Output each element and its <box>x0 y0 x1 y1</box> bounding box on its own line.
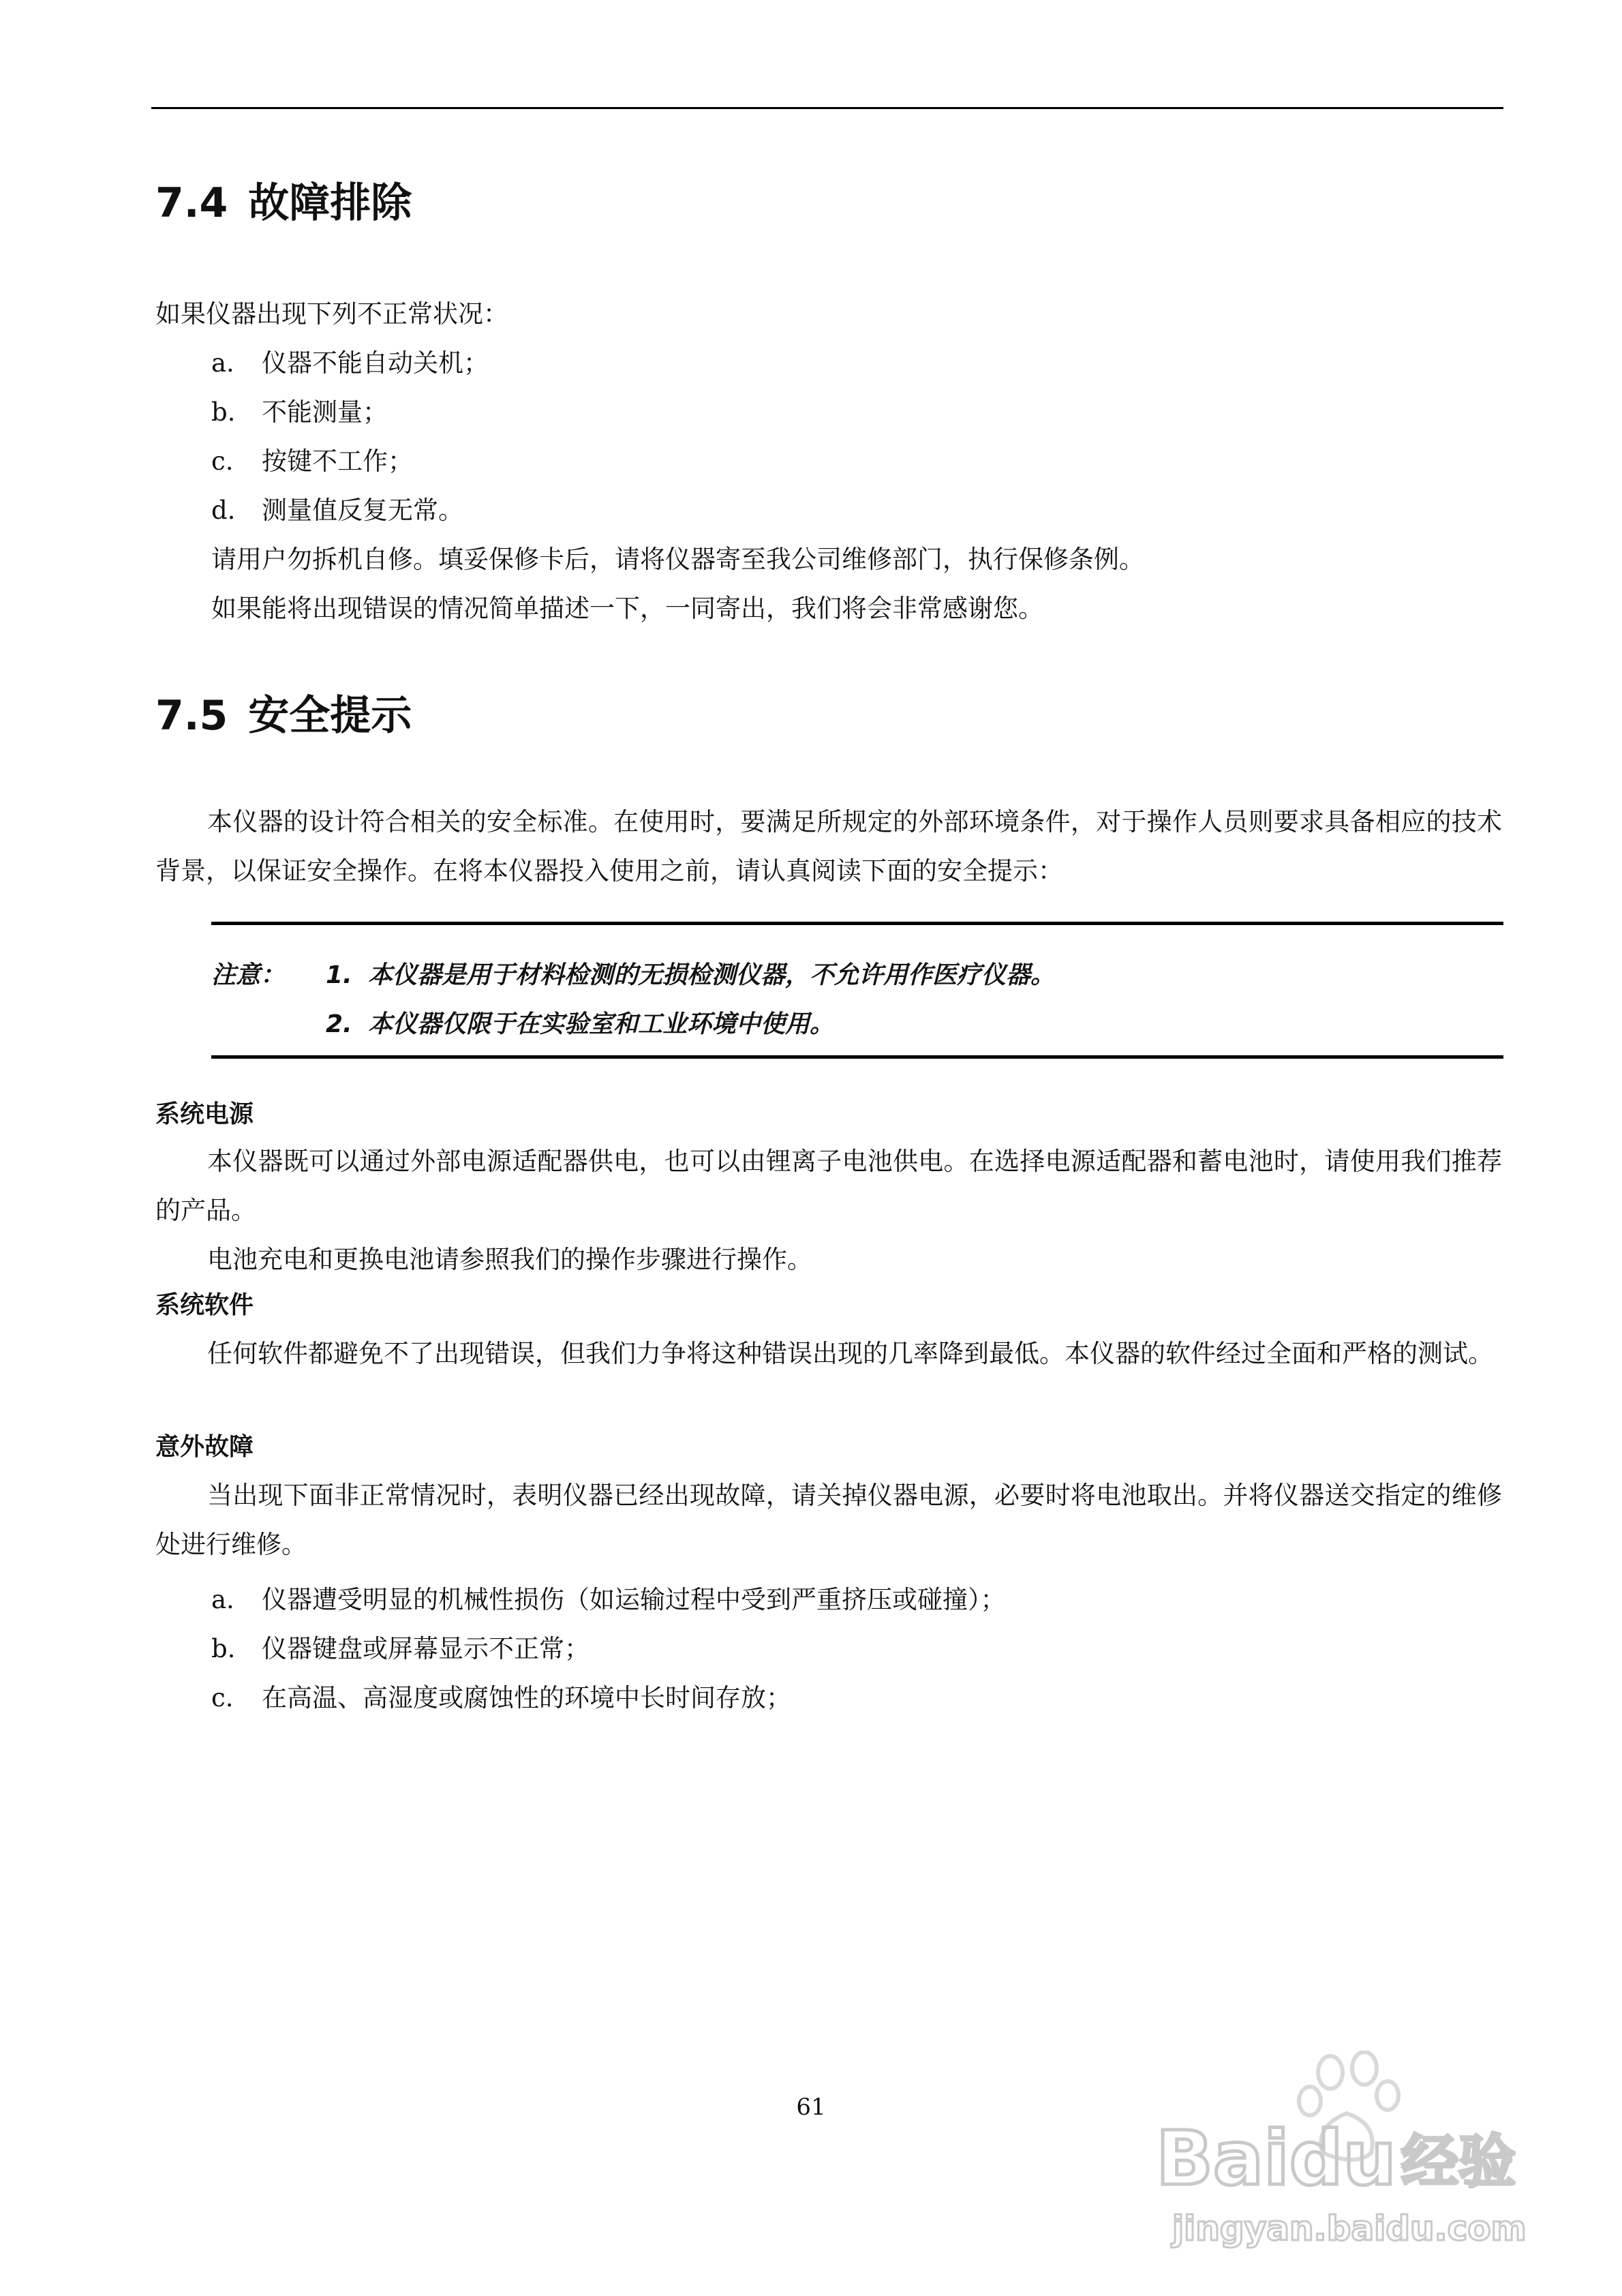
baidu-jingyan-watermark <box>1152 2051 1533 2269</box>
battery-paragraph: 电池充电和更换电池请参照我们的操作步骤进行操作。 <box>207 1245 812 1274</box>
svg-text:Baidu <box>1156 2115 1396 2202</box>
page-number: 61 <box>796 2094 826 2121</box>
power-heading: 系统电源 <box>155 1100 254 1128</box>
section-number: 7.4 <box>155 179 228 227</box>
watermark-brand-b: du <box>1289 2115 1396 2202</box>
failure-paragraph: 当出现下面非正常情况时，表明仪器已经出现故障，请关掉仪器电源，必要时将电池取出。并将仪器送交指定的维修处进行维修。 <box>155 1481 1502 1559</box>
note-bottom-rule <box>211 1055 1503 1059</box>
failure-heading: 意外故障 <box>155 1433 254 1461</box>
troubleshoot-intro: 如果仪器出现下列不正常状况： <box>155 299 508 329</box>
list-item: a. 仪器遭受明显的机械性损伤（如运输过程中受到严重挤压或碰撞）； <box>211 1585 1006 1614</box>
power-paragraph: 本仪器既可以通过外部电源适配器供电，也可以由锂离子电池供电。在选择电源适配器和蓄电池时，请使用我们推荐的产品。 <box>155 1147 1502 1225</box>
section-title: 安全提示 <box>248 692 412 740</box>
watermark-url: jingyan.baidu.com <box>1172 2209 1527 2248</box>
watermark-brand-c: 经验 <box>1401 2128 1516 2195</box>
list-item: b. 不能测量； <box>211 397 388 427</box>
section-title: 故障排除 <box>248 179 412 227</box>
repair-instruction: 请用户勿拆机自修。填妥保修卡后，请将仪器寄至我公司维修部门，执行保修条例。 <box>211 545 1144 574</box>
list-item: c. 按键不工作； <box>211 447 413 476</box>
software-heading: 系统软件 <box>155 1291 254 1319</box>
note-top-rule <box>211 922 1503 925</box>
header-rule <box>151 107 1503 109</box>
safety-intro: 本仪器的设计符合相关的安全标准。在使用时，要满足所规定的外部环境条件，对于操作人员则要求具备相应的技术背景，以保证安全操作。在将本仪器投入使用之前，请认真阅读下面的安全提示： <box>155 807 1502 886</box>
list-item: d. 测量值反复无常。 <box>211 496 463 525</box>
list-item: b. 仪器键盘或屏幕显示不正常； <box>211 1634 590 1663</box>
section-heading-7-4 <box>155 176 412 230</box>
list-item: c. 在高温、高湿度或腐蚀性的环境中长时间存放； <box>211 1683 791 1712</box>
section-number: 7.5 <box>155 692 228 740</box>
section-heading-7-5 <box>155 689 412 743</box>
list-item: a. 仪器不能自动关机； <box>211 348 489 378</box>
watermark-brand-a: Bai <box>1156 2115 1289 2202</box>
note-item: 1. 本仪器是用于材料检测的无损检测仪器，不允许用作医疗仪器。 <box>326 961 1056 989</box>
note-label: 注意： <box>211 961 286 989</box>
thanks-note: 如果能将出现错误的情况简单描述一下，一同寄出，我们将会非常感谢您。 <box>211 594 1043 623</box>
note-item: 2. 本仪器仅限于在实验室和工业环境中使用。 <box>326 1010 835 1038</box>
software-paragraph: 任何软件都避免不了出现错误，但我们力争将这种错误出现的几率降到最低。本仪器的软件经过全面和严格的测试。 <box>207 1339 1493 1368</box>
